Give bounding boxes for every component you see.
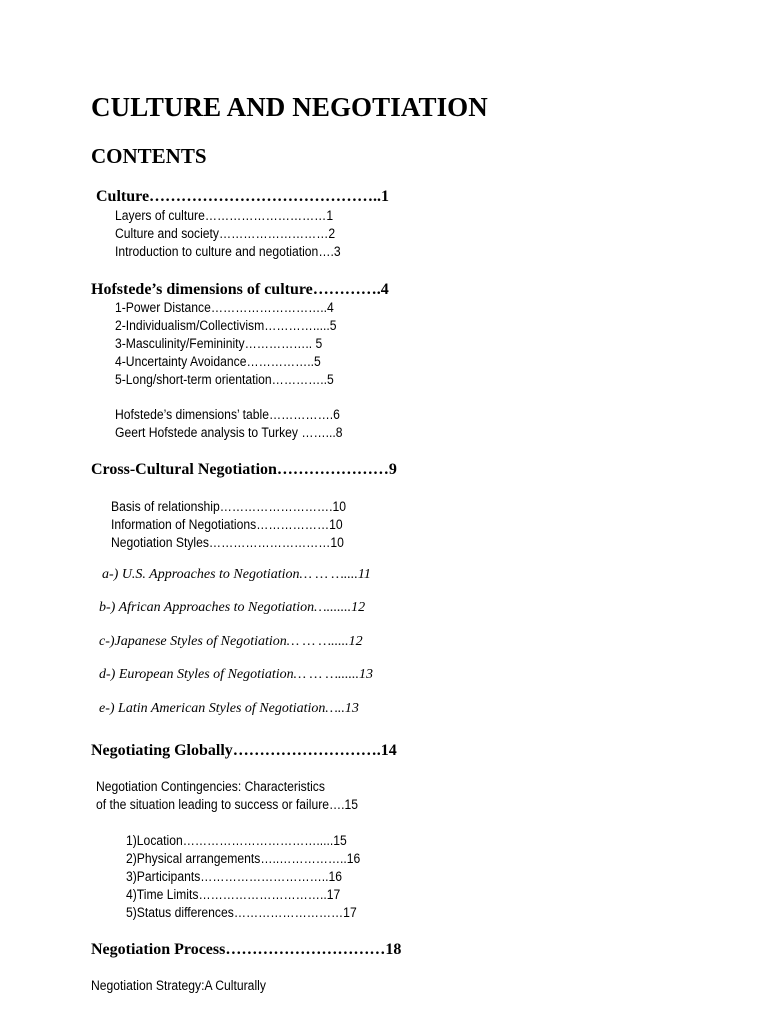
toc-style-entry: d-) European Styles of Negotiation… … …......13 bbox=[99, 667, 374, 682]
toc-style-entry: a-) U.S. Approaches to Negotiation… … …....11 bbox=[102, 567, 371, 582]
toc-entry: 2-Individualism/Collectivism………….....5 bbox=[115, 318, 337, 333]
toc-heading-hofstede: Hofstede’s dimensions of culture………….4 bbox=[91, 281, 389, 298]
toc-entry: 4)Time Limits…………………………..17 bbox=[126, 887, 341, 902]
toc-entry: 4-Uncertainty Avoidance……………..5 bbox=[115, 354, 321, 369]
toc-entry: 1)Location…………………………….....15 bbox=[126, 833, 347, 848]
toc-entry: Negotiation Styles…………………………10 bbox=[111, 535, 344, 550]
toc-entry: 3)Participants…………………………..16 bbox=[126, 869, 343, 884]
toc-style-entry: e-) Latin American Styles of Negotiation…..13 bbox=[99, 701, 359, 716]
toc-heading-globally: Negotiating Globally……………………….14 bbox=[91, 742, 397, 759]
toc-entry: 5-Long/short-term orientation…………..5 bbox=[115, 372, 334, 387]
toc-entry: Information of Negotiations………………10 bbox=[111, 517, 343, 532]
toc-entry: Culture and society………………………2 bbox=[115, 226, 336, 241]
toc-style-entry: b-) African Approaches to Negotiation….......12 bbox=[99, 600, 366, 615]
toc-entry: Basis of relationship……………………….10 bbox=[111, 499, 346, 514]
toc-heading-culture: Culture……………………………………..1 bbox=[96, 188, 390, 205]
toc-heading-process: Negotiation Process…………………………18 bbox=[91, 941, 402, 958]
toc-entry: 3-Masculinity/Femininity…………….. 5 bbox=[115, 336, 323, 351]
toc-entry: 2)Physical arrangements…..……………..16 bbox=[126, 851, 361, 866]
toc-entry: Geert Hofstede analysis to Turkey ……...8 bbox=[115, 425, 343, 440]
toc-entry: Introduction to culture and negotiation….3 bbox=[115, 244, 341, 259]
contents-heading: CONTENTS bbox=[91, 144, 207, 168]
toc-style-entry: c-)Japanese Styles of Negotiation… … ….....12 bbox=[99, 634, 363, 649]
toc-entry: Layers of culture…………………………1 bbox=[115, 208, 334, 223]
toc-entry: 5)Status differences………………………17 bbox=[126, 905, 357, 920]
toc-entry: Negotiation Strategy:A Culturally bbox=[91, 978, 266, 993]
toc-heading-cross-cultural: Cross-Cultural Negotiation…………………9 bbox=[91, 461, 397, 478]
document-title: CULTURE AND NEGOTIATION bbox=[91, 92, 488, 122]
toc-entry: 1-Power Distance………………………..4 bbox=[115, 300, 334, 315]
toc-intro-line: of the situation leading to success or failure….15 bbox=[96, 797, 359, 812]
toc-entry: Hofstede’s dimensions’ table…………….6 bbox=[115, 407, 340, 422]
toc-intro-line: Negotiation Contingencies: Characteristics bbox=[96, 779, 325, 794]
